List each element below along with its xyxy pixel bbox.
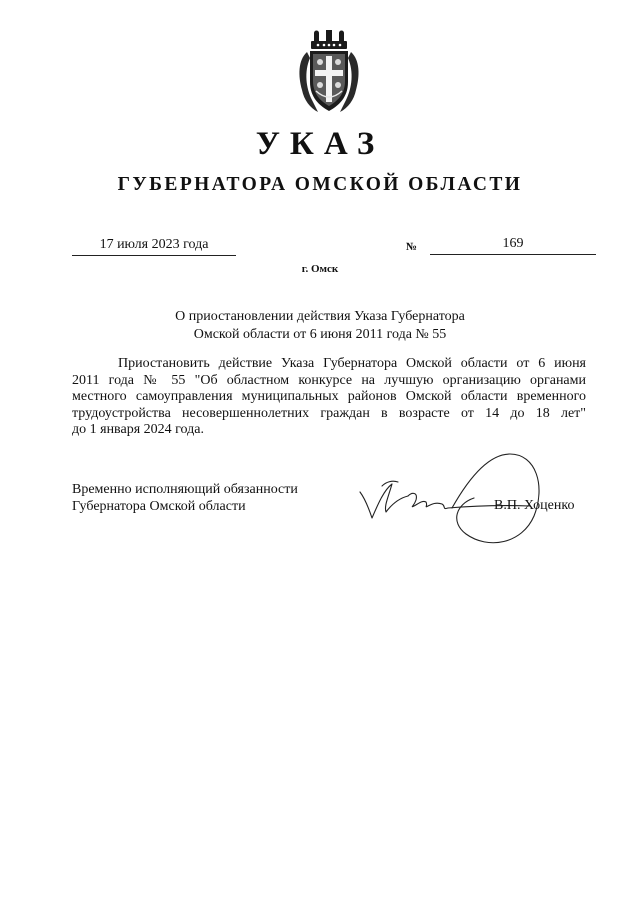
signatory-name: В.П. Хоценко <box>494 498 575 513</box>
decree-subtitle: ГУБЕРНАТОРА ОМСКОЙ ОБЛАСТИ <box>117 174 523 195</box>
coat-of-arms-icon <box>296 30 362 114</box>
body-line: до 1 января 2024 года. <box>72 422 204 437</box>
body-line: трудоустройства несовершеннолетних граждан в возрасте от 14 до 18 лет" <box>72 405 586 421</box>
decree-subject <box>0 308 640 343</box>
subject-line: Омской области от 6 июня 2011 года № 55 <box>193 326 447 342</box>
date-underline <box>72 255 236 256</box>
decree-city: г. Омск <box>301 263 339 275</box>
signatory-title-line: Временно исполняющий обязанности <box>72 482 298 497</box>
signatory-title-line: Губернатора Омской области <box>72 498 246 514</box>
decree-number: 169 <box>502 236 524 251</box>
decree-title: УКАЗ <box>255 126 385 162</box>
body-line: местного самоуправления муниципальных районов Омской области временного <box>72 389 586 404</box>
signatory-title <box>72 482 298 515</box>
number-underline <box>430 254 596 255</box>
body-line: 2011 года № 55 "Об областном конкурсе на лучшую организацию органами <box>72 372 586 388</box>
decree-date: 17 июля 2023 года <box>99 237 209 252</box>
body-line: Приостановить действие Указа Губернатора Омской области от 6 июня <box>118 356 586 371</box>
number-sign: № <box>406 241 418 253</box>
decree-body <box>72 356 586 439</box>
subject-line: О приостановлении действия Указа Губернатора <box>175 309 465 324</box>
